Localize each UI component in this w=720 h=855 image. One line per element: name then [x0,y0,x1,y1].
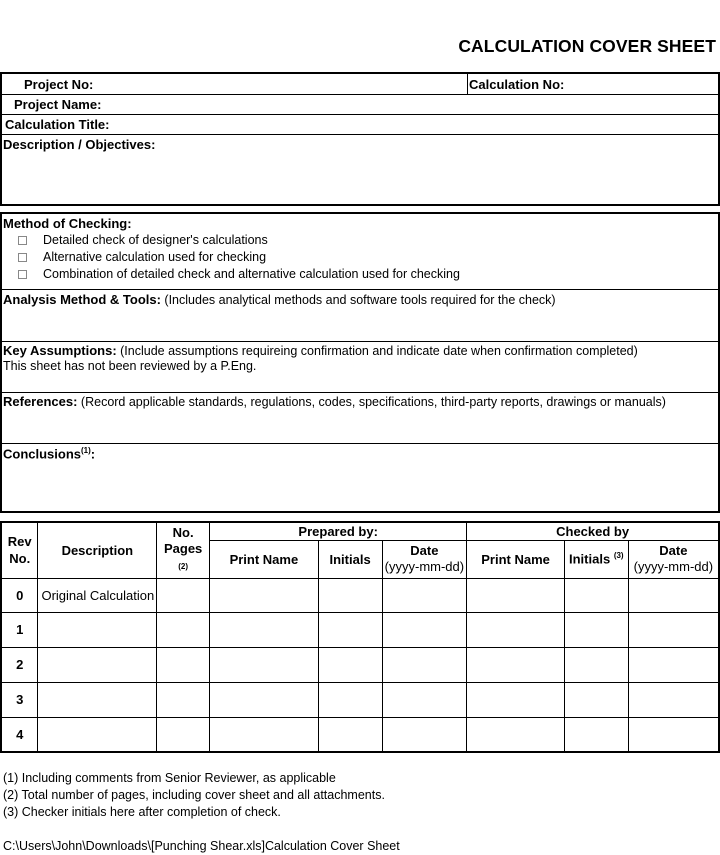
calculation-no-label: Calculation No: [469,77,565,92]
conclusions-label: Conclusions$^{(1)}$: [3,446,96,462]
check-option-combination[interactable]: Combination of detailed check and alternative calculation used for checking [18,267,460,281]
prepared-initials-header: Initials [318,540,382,578]
table-row: 2 [1,647,719,682]
checked-initials-header: Initials $^{(3)}$ [564,540,628,578]
project-no-label: Project No: [24,77,94,92]
analysis-method: Analysis Method & Tools: (Includes analytical methods and software tools required for the check) [3,292,556,307]
footnote-2: (2) Total number of pages, including cover sheet and all attachments. [3,788,385,802]
checked-print-name-header: Print Name [467,540,565,578]
calculation-title-label: Calculation Title: [5,117,110,132]
assumptions-text: This sheet has not been reviewed by a P.Eng. [3,359,257,373]
table-row: 1 [1,612,719,647]
table-row: 4 [1,717,719,752]
check-option-detailed[interactable]: Detailed check of designer's calculations [18,233,268,247]
check-option-alternative[interactable]: Alternative calculation used for checking [18,250,266,264]
references: References: (Record applicable standards, regulations, codes, specifications, third-party reports, drawings or manuals) [3,394,666,409]
prepared-print-name-header: Print Name [210,540,319,578]
method-of-checking-label: Method of Checking: [3,216,132,231]
file-path: C:\Users\John\Downloads\[Punching Shear.xls]Calculation Cover Sheet [3,839,400,853]
table-row: 3 [1,682,719,717]
checked-by-header: Checked by [467,522,719,540]
table-row: 0 Original Calculation [1,578,719,612]
revision-table [0,521,720,753]
checkbox[interactable] [18,236,27,245]
prepared-date-header: Date (yyyy-mm-dd) [382,540,467,578]
key-assumptions: Key Assumptions: (Include assumptions requireing confirmation and indicate date when confirmation completed) [3,343,638,358]
rev-no-header: Rev No. [1,522,38,578]
prepared-by-header: Prepared by: [210,522,467,540]
checked-date-header: Date (yyyy-mm-dd) [628,540,719,578]
footnote-1: (1) Including comments from Senior Reviewer, as applicable [3,771,336,785]
checkbox[interactable] [18,270,27,279]
checking-section [0,212,720,513]
footnote-3: (3) Checker initials here after completion of check. [3,805,281,819]
project-info-section [0,72,720,206]
page-title: CALCULATION COVER SHEET [458,36,716,56]
description-header: Description [38,522,157,578]
project-name-label: Project Name: [14,97,102,112]
checkbox[interactable] [18,253,27,262]
no-pages-header: No. Pages (2) [157,522,210,578]
description-label: Description / Objectives: [3,137,156,152]
